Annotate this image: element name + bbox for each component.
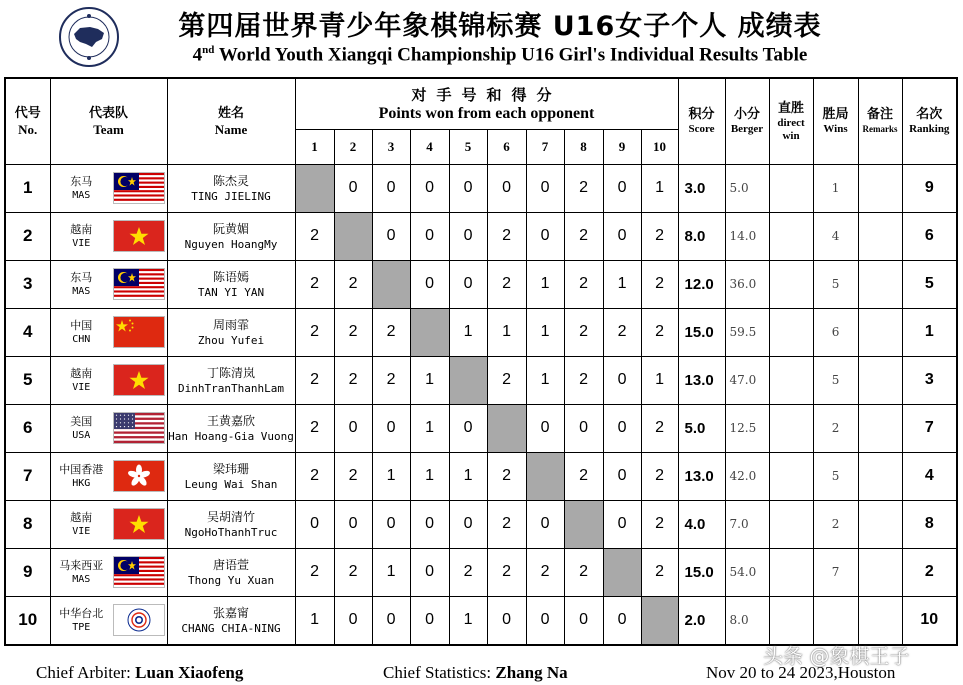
opponent-points-cell: 1 (372, 548, 410, 596)
ranking-cell: 9 (902, 164, 957, 212)
team-code: TPE (72, 621, 91, 633)
opponent-points-cell: 2 (372, 308, 410, 356)
opponent-points-cell: 0 (603, 164, 641, 212)
wins-cell: 6 (813, 308, 858, 356)
direct-win-cell (769, 308, 813, 356)
opponent-points-cell: 1 (410, 356, 449, 404)
self-match-cell (372, 260, 410, 308)
opponent-points-cell: 2 (564, 260, 603, 308)
opponent-points-cell: 0 (372, 500, 410, 548)
remarks-cell (858, 164, 902, 212)
opponent-points-cell: 0 (410, 260, 449, 308)
opponent-points-cell: 0 (410, 500, 449, 548)
player-name-chinese: 梁玮珊 (213, 461, 250, 476)
player-name-cell (167, 500, 295, 548)
footer-arbiter: Chief Arbiter: Luan Xiaofeng (36, 663, 244, 682)
usa-flag-icon (114, 413, 164, 443)
opponent-points-cell: 2 (334, 548, 372, 596)
opponent-points-cell: 2 (295, 260, 334, 308)
opponent-number-header: 4 (410, 129, 449, 164)
hongkong-flag-icon (114, 461, 164, 491)
opponent-points-cell: 0 (449, 260, 487, 308)
opponent-points-cell: 0 (526, 500, 564, 548)
team-flag-cell (112, 548, 167, 596)
player-name-cell (167, 308, 295, 356)
remarks-cell (858, 452, 902, 500)
opponent-points-cell: 2 (641, 548, 678, 596)
opponent-points-cell: 0 (372, 164, 410, 212)
opponent-points-cell: 2 (295, 404, 334, 452)
player-code: 10 (5, 596, 50, 645)
opponent-points-cell: 0 (526, 164, 564, 212)
team-code: MAS (72, 285, 91, 297)
remarks-cell (858, 548, 902, 596)
table-row (5, 260, 957, 308)
player-name-cell (167, 164, 295, 212)
player-name-english: Leung Wai Shan (184, 477, 278, 491)
team-code: VIE (72, 525, 91, 537)
malaysia-flag-icon (114, 557, 164, 587)
direct-win-cell (769, 500, 813, 548)
self-match-cell (641, 596, 678, 645)
header-opponents: 对手号和得分 Points won from each opponent (295, 78, 678, 129)
score-cell: 13.0 (678, 452, 725, 500)
opponent-points-cell: 2 (564, 308, 603, 356)
remarks-cell (858, 356, 902, 404)
player-name-cell (167, 596, 295, 645)
team-name-chinese: 越南 (70, 222, 93, 236)
opponent-points-cell: 1 (410, 452, 449, 500)
footer-date: Nov 20 to 24 2023,Houston (706, 663, 896, 682)
opponent-points-cell: 2 (564, 548, 603, 596)
direct-win-cell (769, 404, 813, 452)
direct-win-cell (769, 548, 813, 596)
header-berger: 小分 Berger (725, 78, 769, 164)
team-code: USA (72, 429, 91, 441)
opponent-points-cell: 0 (410, 212, 449, 260)
table-row (5, 164, 957, 212)
opponent-number-header: 8 (564, 129, 603, 164)
berger-cell: 54.0 (725, 548, 769, 596)
team-name-chinese: 中国香港 (59, 462, 104, 476)
berger-cell: 42.0 (725, 452, 769, 500)
wins-cell: 2 (813, 500, 858, 548)
china-flag-icon (114, 317, 164, 347)
wins-cell: 5 (813, 356, 858, 404)
player-name-cell (167, 212, 295, 260)
opponent-points-cell: 0 (564, 596, 603, 645)
team-flag-cell (112, 404, 167, 452)
vietnam-flag-icon (114, 509, 164, 539)
opponent-points-cell: 2 (641, 404, 678, 452)
table-row (5, 212, 957, 260)
opponent-points-cell: 1 (603, 260, 641, 308)
ranking-cell: 10 (902, 596, 957, 645)
opponent-points-cell: 0 (603, 596, 641, 645)
team-flag-cell (112, 260, 167, 308)
table-row (5, 500, 957, 548)
ranking-cell: 7 (902, 404, 957, 452)
opponent-points-cell: 0 (410, 596, 449, 645)
remarks-cell (858, 260, 902, 308)
team-flag-cell (112, 356, 167, 404)
footer-statistics: Chief Statistics: Zhang Na (383, 663, 568, 682)
ranking-cell: 3 (902, 356, 957, 404)
opponent-number-header: 2 (334, 129, 372, 164)
player-name-english: CHANG CHIA-NING (181, 621, 281, 635)
opponent-points-cell: 2 (449, 548, 487, 596)
player-name-cell (167, 356, 295, 404)
berger-cell: 8.0 (725, 596, 769, 645)
opponent-points-cell: 1 (449, 452, 487, 500)
score-cell: 15.0 (678, 308, 725, 356)
header-direct-win: 直胜 direct win (769, 78, 813, 164)
ranking-cell: 4 (902, 452, 957, 500)
player-name-cell (167, 404, 295, 452)
opponent-points-cell: 0 (372, 212, 410, 260)
opponent-points-cell: 2 (487, 356, 526, 404)
watermark: 头条 @象棋王子 (763, 644, 910, 668)
player-name-chinese: 张嘉甯 (213, 605, 250, 620)
opponent-points-cell: 1 (641, 356, 678, 404)
table-row (5, 452, 957, 500)
ranking-cell: 6 (902, 212, 957, 260)
direct-win-cell (769, 356, 813, 404)
opponent-points-cell: 2 (295, 308, 334, 356)
team-name-chinese: 越南 (70, 366, 93, 380)
player-code: 5 (5, 356, 50, 404)
team-name-cell (50, 548, 112, 596)
player-name-chinese: 阮黄媚 (213, 221, 250, 236)
opponent-points-cell: 0 (487, 164, 526, 212)
opponent-points-cell: 0 (372, 404, 410, 452)
opponent-points-cell: 2 (295, 356, 334, 404)
opponent-points-cell: 1 (526, 260, 564, 308)
header-wins: 胜局 Wins (813, 78, 858, 164)
player-name-english: Nguyen HoangMy (184, 237, 278, 251)
team-name-cell (50, 500, 112, 548)
player-name-english: NgoHoThanhTruc (184, 525, 278, 539)
self-match-cell (603, 548, 641, 596)
team-flag-cell (112, 212, 167, 260)
direct-win-cell (769, 596, 813, 645)
opponent-points-cell: 1 (526, 356, 564, 404)
wins-cell: 7 (813, 548, 858, 596)
header-team: 代表队 Team (50, 78, 167, 164)
self-match-cell (410, 308, 449, 356)
opponent-points-cell: 2 (641, 212, 678, 260)
ranking-cell: 2 (902, 548, 957, 596)
opponent-points-cell: 0 (487, 596, 526, 645)
team-name-cell (50, 164, 112, 212)
self-match-cell (564, 500, 603, 548)
page-title-chinese: 第四届世界青少年象棋锦标赛 U16女子个人 成绩表 (178, 11, 822, 42)
opponent-points-cell: 2 (564, 212, 603, 260)
opponent-points-cell: 0 (449, 212, 487, 260)
header-remarks: 备注 Remarks (858, 78, 902, 164)
direct-win-cell (769, 452, 813, 500)
berger-cell: 7.0 (725, 500, 769, 548)
team-flag-cell (112, 500, 167, 548)
team-name-cell (50, 260, 112, 308)
ranking-cell: 8 (902, 500, 957, 548)
wins-cell (813, 596, 858, 645)
opponent-points-cell: 0 (410, 548, 449, 596)
opponent-points-cell: 1 (295, 596, 334, 645)
opponent-points-cell: 0 (295, 500, 334, 548)
team-code: MAS (72, 573, 91, 585)
direct-win-cell (769, 212, 813, 260)
team-name-chinese: 东马 (70, 270, 93, 284)
ranking-cell: 5 (902, 260, 957, 308)
player-name-cell (167, 260, 295, 308)
player-name-english: Thong Yu Xuan (187, 573, 275, 587)
team-name-chinese: 马来西亚 (59, 558, 104, 572)
player-code: 9 (5, 548, 50, 596)
wins-cell: 4 (813, 212, 858, 260)
player-code: 8 (5, 500, 50, 548)
opponent-points-cell: 1 (526, 308, 564, 356)
score-cell: 3.0 (678, 164, 725, 212)
opponent-points-cell: 0 (603, 452, 641, 500)
player-code: 1 (5, 164, 50, 212)
opponent-points-cell: 0 (410, 164, 449, 212)
player-name-english: Han Hoang-Gia Vuong (168, 429, 294, 443)
opponent-points-cell: 0 (603, 500, 641, 548)
player-name-chinese: 唐语萱 (213, 557, 250, 572)
opponent-points-cell: 0 (334, 164, 372, 212)
table-row (5, 548, 957, 596)
self-match-cell (449, 356, 487, 404)
remarks-cell (858, 404, 902, 452)
header-no: 代号 No. (5, 78, 50, 164)
opponent-number-header: 5 (449, 129, 487, 164)
opponent-points-cell: 0 (334, 596, 372, 645)
opponent-number-header: 9 (603, 129, 641, 164)
table-row (5, 356, 957, 404)
opponent-number-header: 6 (487, 129, 526, 164)
team-name-chinese: 中国 (70, 318, 93, 332)
player-name-chinese: 陈杰灵 (213, 173, 250, 188)
berger-cell: 5.0 (725, 164, 769, 212)
opponent-points-cell: 2 (372, 356, 410, 404)
score-cell: 13.0 (678, 356, 725, 404)
score-cell: 5.0 (678, 404, 725, 452)
header-score: 积分 Score (678, 78, 725, 164)
page-title-english: 4nd World Youth Xiangqi Championship U16 Girl's Individual Results Table (192, 44, 808, 66)
direct-win-cell (769, 164, 813, 212)
opponent-points-cell: 2 (295, 548, 334, 596)
team-flag-cell (112, 596, 167, 645)
team-name-chinese: 美国 (70, 414, 93, 428)
malaysia-flag-icon (114, 173, 164, 203)
header-name: 姓名 Name (167, 78, 295, 164)
team-name-cell (50, 404, 112, 452)
opponent-number-header: 10 (641, 129, 678, 164)
results-table (4, 77, 958, 646)
opponent-points-cell: 2 (487, 260, 526, 308)
remarks-cell (858, 500, 902, 548)
team-flag-cell (112, 308, 167, 356)
opponent-number-header: 7 (526, 129, 564, 164)
team-flag-cell (112, 164, 167, 212)
berger-cell: 14.0 (725, 212, 769, 260)
opponent-points-cell: 2 (487, 548, 526, 596)
self-match-cell (487, 404, 526, 452)
wins-cell: 1 (813, 164, 858, 212)
player-name-chinese: 王黄嘉欣 (207, 413, 256, 428)
opponent-points-cell: 2 (641, 308, 678, 356)
opponent-points-cell: 0 (449, 404, 487, 452)
opponent-points-cell: 0 (603, 404, 641, 452)
table-row (5, 596, 957, 645)
self-match-cell (526, 452, 564, 500)
team-code: VIE (72, 237, 91, 249)
remarks-cell (858, 212, 902, 260)
opponent-points-cell: 2 (295, 212, 334, 260)
opponent-points-cell: 2 (526, 548, 564, 596)
berger-cell: 36.0 (725, 260, 769, 308)
opponent-number-header: 1 (295, 129, 334, 164)
self-match-cell (334, 212, 372, 260)
opponent-points-cell: 0 (603, 212, 641, 260)
opponent-points-cell: 1 (410, 404, 449, 452)
player-name-chinese: 丁陈清岚 (207, 365, 256, 380)
opponent-points-cell: 1 (641, 164, 678, 212)
table-row (5, 308, 957, 356)
opponent-points-cell: 2 (603, 308, 641, 356)
opponent-points-cell: 2 (334, 308, 372, 356)
player-name-english: TING JIELING (191, 189, 271, 203)
player-code: 4 (5, 308, 50, 356)
opponent-points-cell: 2 (295, 452, 334, 500)
opponent-number-header: 3 (372, 129, 410, 164)
berger-cell: 59.5 (725, 308, 769, 356)
opponent-points-cell: 2 (487, 452, 526, 500)
opponent-points-cell: 2 (564, 164, 603, 212)
team-code: CHN (72, 333, 91, 345)
team-code: HKG (72, 477, 91, 489)
score-cell: 8.0 (678, 212, 725, 260)
ranking-cell: 1 (902, 308, 957, 356)
opponent-points-cell: 1 (487, 308, 526, 356)
team-name-cell (50, 212, 112, 260)
player-name-cell (167, 452, 295, 500)
opponent-points-cell: 2 (334, 452, 372, 500)
player-name-english: Zhou Yufei (197, 333, 265, 347)
table-row (5, 404, 957, 452)
team-name-cell (50, 596, 112, 645)
berger-cell: 12.5 (725, 404, 769, 452)
player-name-chinese: 吴胡清竹 (207, 509, 256, 524)
team-name-cell (50, 356, 112, 404)
opponent-points-cell: 1 (449, 596, 487, 645)
player-code: 6 (5, 404, 50, 452)
team-code: MAS (72, 189, 91, 201)
player-name-english: DinhTranThanhLam (178, 381, 284, 395)
team-name-cell (50, 308, 112, 356)
tpe-flag-icon (114, 605, 164, 635)
player-name-english: TAN YI YAN (197, 285, 265, 299)
team-name-chinese: 越南 (70, 510, 93, 524)
player-code: 2 (5, 212, 50, 260)
opponent-points-cell: 0 (526, 404, 564, 452)
opponent-points-cell: 0 (526, 212, 564, 260)
opponent-points-cell: 2 (641, 260, 678, 308)
player-code: 7 (5, 452, 50, 500)
opponent-points-cell: 1 (372, 452, 410, 500)
score-cell: 12.0 (678, 260, 725, 308)
opponent-points-cell: 2 (487, 500, 526, 548)
berger-cell: 47.0 (725, 356, 769, 404)
opponent-points-cell: 0 (334, 404, 372, 452)
opponent-points-cell: 0 (564, 404, 603, 452)
opponent-points-cell: 2 (641, 452, 678, 500)
opponent-points-cell: 0 (603, 356, 641, 404)
team-code: VIE (72, 381, 91, 393)
score-cell: 4.0 (678, 500, 725, 548)
opponent-points-cell: 0 (334, 500, 372, 548)
malaysia-flag-icon (114, 269, 164, 299)
team-name-chinese: 中华台北 (59, 606, 104, 620)
player-name-chinese: 陈语嫣 (213, 269, 250, 284)
opponent-points-cell: 2 (334, 356, 372, 404)
direct-win-cell (769, 260, 813, 308)
header-ranking: 名次 Ranking (902, 78, 957, 164)
score-cell: 2.0 (678, 596, 725, 645)
wins-cell: 5 (813, 452, 858, 500)
player-code: 3 (5, 260, 50, 308)
team-flag-cell (112, 452, 167, 500)
remarks-cell (858, 596, 902, 645)
player-name-chinese: 周雨霏 (213, 317, 250, 332)
self-match-cell (295, 164, 334, 212)
opponent-points-cell: 1 (449, 308, 487, 356)
opponent-points-cell: 2 (564, 452, 603, 500)
opponent-points-cell: 2 (487, 212, 526, 260)
wins-cell: 5 (813, 260, 858, 308)
opponent-points-cell: 0 (449, 164, 487, 212)
opponent-points-cell: 0 (449, 500, 487, 548)
wins-cell: 2 (813, 404, 858, 452)
opponent-points-cell: 2 (564, 356, 603, 404)
player-name-cell (167, 548, 295, 596)
opponent-points-cell: 2 (641, 500, 678, 548)
team-name-chinese: 东马 (70, 174, 93, 188)
opponent-points-cell: 2 (334, 260, 372, 308)
remarks-cell (858, 308, 902, 356)
opponent-points-cell: 0 (372, 596, 410, 645)
vietnam-flag-icon (114, 221, 164, 251)
score-cell: 15.0 (678, 548, 725, 596)
vietnam-flag-icon (114, 365, 164, 395)
team-name-cell (50, 452, 112, 500)
opponent-points-cell: 0 (526, 596, 564, 645)
